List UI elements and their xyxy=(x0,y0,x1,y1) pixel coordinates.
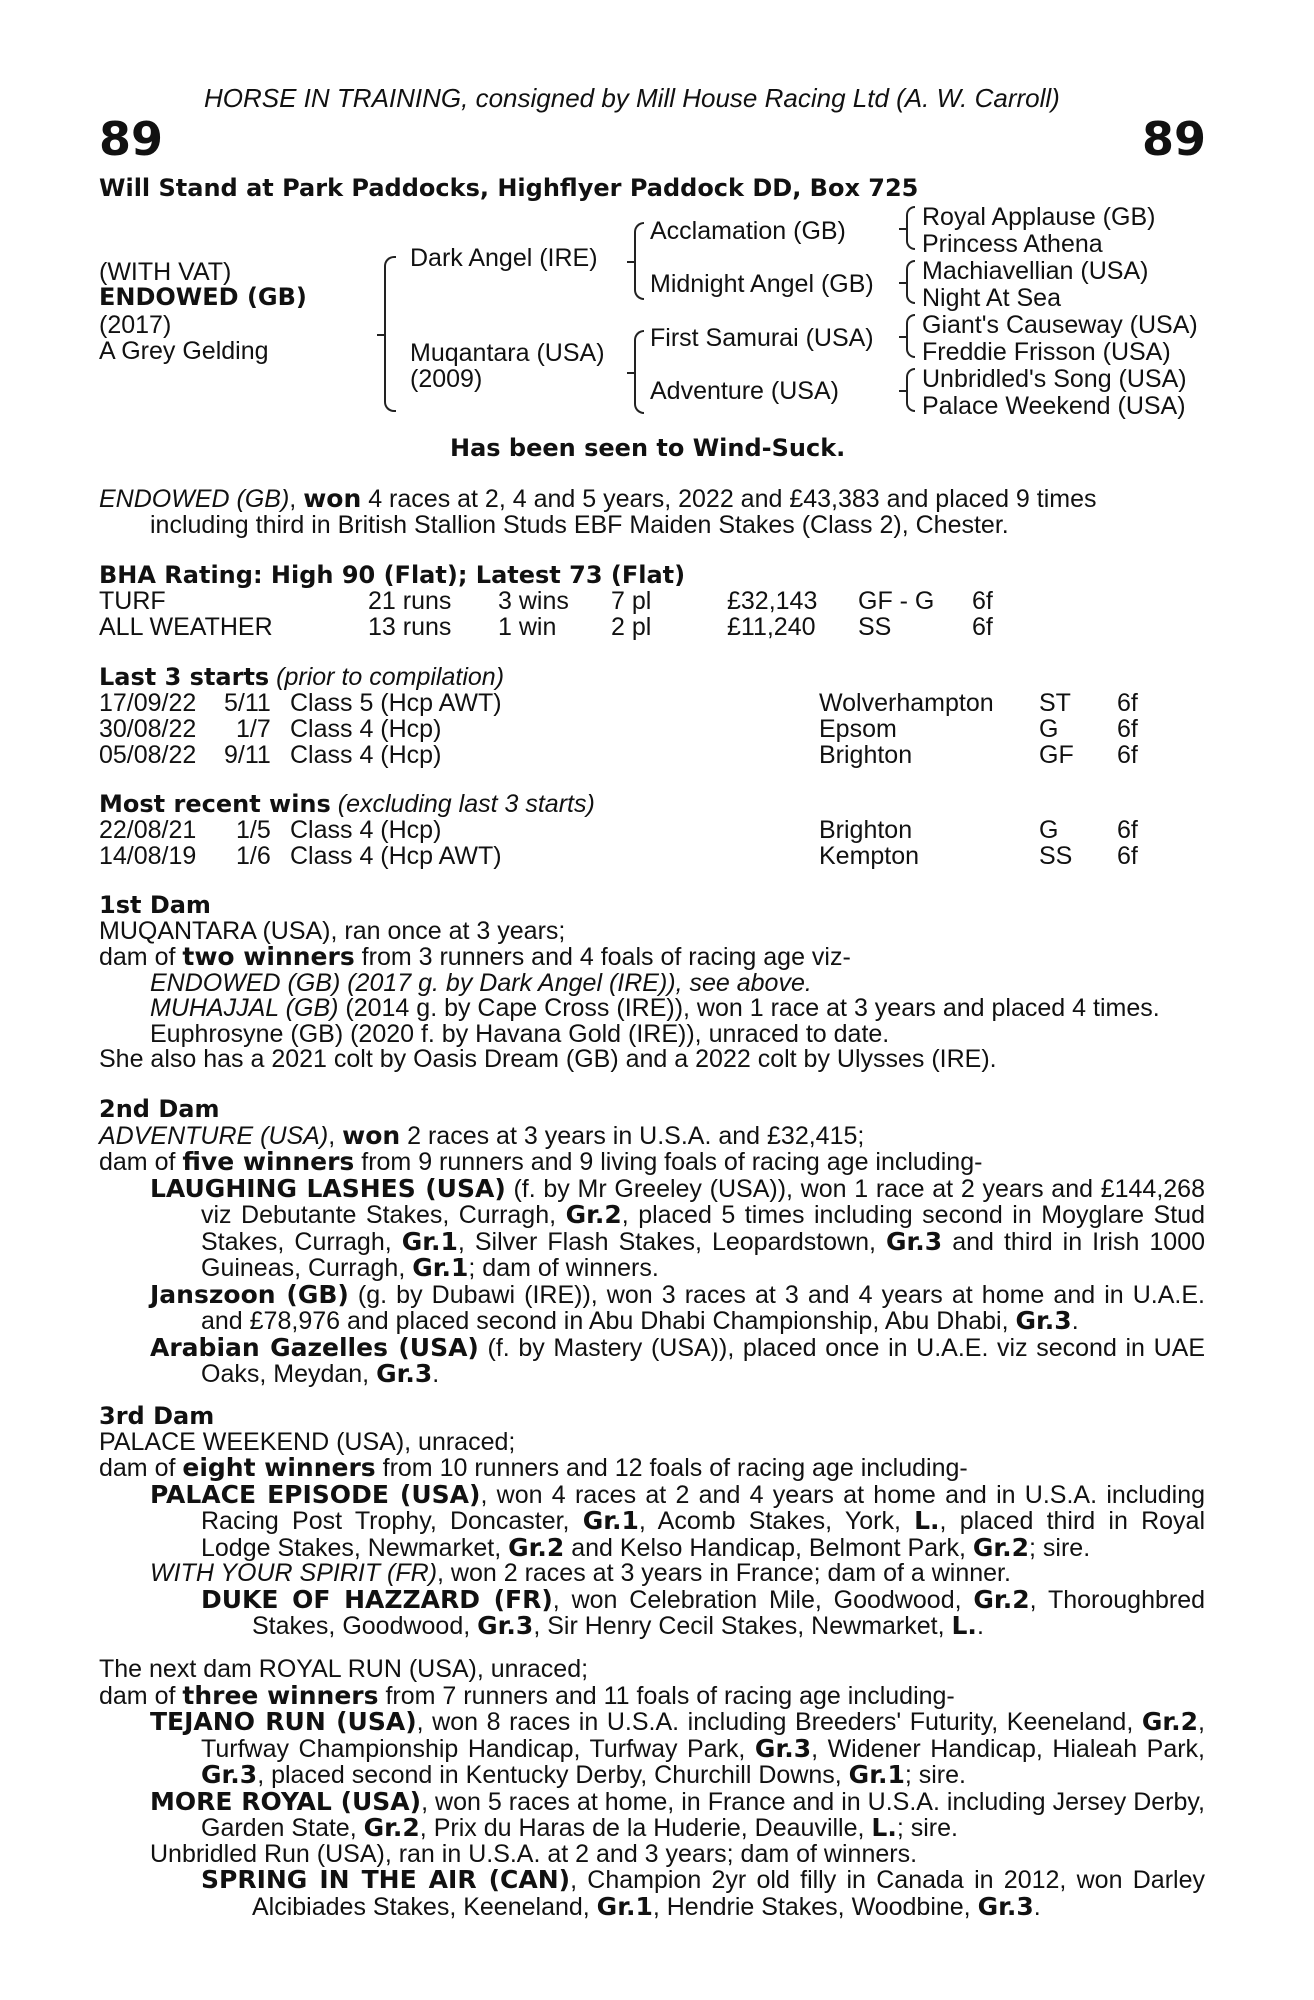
start-race: Class 4 (Hcp) xyxy=(290,741,442,769)
horse-name: ENDOWED (GB) xyxy=(99,283,307,311)
pedigree-ggs-2: Princess Athena xyxy=(922,230,1103,258)
second-dam-title: 2nd Dam xyxy=(99,1095,220,1123)
rating-placed: 7 pl xyxy=(611,587,652,615)
first-dam-section xyxy=(99,893,1205,1073)
third-dam-section xyxy=(99,1404,1205,1640)
pedigree-sire: Dark Angel (IRE) xyxy=(410,244,598,272)
start-date: 30/08/22 xyxy=(99,715,197,743)
horse-description: A Grey Gelding xyxy=(99,337,269,365)
first-dam-produce-line: dam of two winners from 3 runners and 4 foals of racing age viz- xyxy=(99,942,851,971)
rating-row-turf xyxy=(99,589,1209,615)
second-dam-produce-line: dam of five winners from 9 runners and 9 living foals of racing age including- xyxy=(99,1147,983,1176)
third-dam-offspring-1: PALACE EPISODE (USA), won 4 races at 2 and 4 years at home and in U.S.A. including Racing Post Trophy, Doncaster, Gr.1, Acomb Stakes, York, L., placed third in Royal Lodge Stakes, Newmarket, Gr.2 and Kelso Handicap, Belmont Park, Gr.2; sire. xyxy=(150,1479,1206,1562)
first-dam-offspring-2: MUHAJJAL (GB) (2014 g. by Cape Cross (IRE)), won 1 race at 3 years and placed 4 times. xyxy=(150,994,1160,1022)
last3-heading xyxy=(99,665,504,691)
pedigree-gs4: Adventure (USA) xyxy=(650,377,839,405)
rating-runs: 13 runs xyxy=(368,613,452,641)
pedigree-ggs-8: Palace Weekend (USA) xyxy=(922,392,1186,420)
summary-text: 4 races at 2, 4 and 5 years, 2022 and £43,383 and placed 9 times xyxy=(361,485,1097,513)
start-position: 1/7 xyxy=(236,715,271,743)
start-distance: 6f xyxy=(1117,741,1138,769)
pedigree-brace-ggs2 xyxy=(906,260,915,304)
rating-going: SS xyxy=(858,613,892,641)
rating-placed: 2 pl xyxy=(611,613,652,641)
last3-title: Last 3 starts xyxy=(99,663,270,691)
second-dam-offspring-2: Janszoon (GB) (g. by Dubawi (IRE)), won 3 races at 3 and 4 years at home and in U.A.E. and £78,976 and placed second in Abu Dhabi Championship, Abu Dhabi, Gr.3. xyxy=(150,1279,1205,1335)
rating-money: £32,143 xyxy=(727,587,818,615)
second-dam-offspring-1: LAUGHING LASHES (USA) (f. by Mr Greeley (USA)), won 1 race at 2 years and £144,268 viz Debutante Stakes, Curragh, Gr.2, placed 5 times including second in Moyglare Stud Stakes, Curragh, Gr.1, Silver Flash Stakes, Leopardstown, Gr.3 and third in Irish 1000 Guineas, Curragh, Gr.1; dam of winners. xyxy=(150,1173,1205,1282)
win-row xyxy=(99,844,1209,870)
next-dam-grand-offspring: SPRING IN THE AIR (CAN), Champion 2yr old filly in Canada in 2012, won Darley Alcibiades Stakes, Keeneland, Gr.1, Hendrie Stakes, Woodbine, Gr.3. xyxy=(201,1865,1205,1921)
start-going: ST xyxy=(1039,689,1071,717)
win-row xyxy=(99,818,1209,844)
start-course: Epsom xyxy=(819,715,897,743)
pedigree-ggs-7: Unbridled's Song (USA) xyxy=(922,365,1187,393)
wind-suck-note: Has been seen to Wind-Suck. xyxy=(450,434,846,462)
start-race: Class 5 (Hcp AWT) xyxy=(290,689,502,717)
last3-subtitle: (prior to compilation) xyxy=(276,663,505,691)
win-date: 14/08/19 xyxy=(99,842,197,870)
first-dam-note: She also has a 2021 colt by Oasis Dream (GB) and a 2022 colt by Ulysses (IRE). xyxy=(99,1045,997,1073)
third-dam-line: PALACE WEEKEND (USA), unraced; xyxy=(99,1427,516,1456)
race-summary: ENDOWED (GB), won 4 races at 2, 4 and 5 years, 2022 and £43,383 and placed 9 times including third in British Stallion Studs EBF Maiden Stakes (Class 2), Chester. xyxy=(99,486,1205,538)
pedigree-brace-main xyxy=(384,256,396,412)
pedigree-brace-ggs4 xyxy=(906,368,915,412)
start-date: 05/08/22 xyxy=(99,741,197,769)
start-distance: 6f xyxy=(1117,715,1138,743)
pedigree-brace-dam xyxy=(634,330,644,414)
next-dam-offspring-1: TEJANO RUN (USA), won 8 races in U.S.A. including Breeders' Futurity, Keeneland, Gr.2, Turfway Championship Handicap, Turfway Park, Gr.3, Widener Handicap, Hialeah Park, Gr.3, placed second in Kentucky Derby, Churchill Downs, Gr.1; sire. xyxy=(150,1707,1205,1789)
start-course: Brighton xyxy=(819,741,913,769)
rating-surface: ALL WEATHER xyxy=(99,613,273,641)
second-dam-offspring-3: Arabian Gazelles (USA) (f. by Mastery (USA)), placed once in U.A.E. viz second in UAE Oaks, Meydan, Gr.3. xyxy=(150,1332,1206,1388)
pedigree-brace-ggs1 xyxy=(906,206,915,250)
recent-heading xyxy=(99,792,595,818)
rating-wins: 3 wins xyxy=(498,587,569,615)
first-dam-title: 1st Dam xyxy=(99,891,211,919)
pedigree-ggs-3: Machiavellian (USA) xyxy=(922,257,1149,285)
first-dam-line: MUQANTARA (USA), ran once at 3 years; xyxy=(99,916,566,945)
summary-horse-name: ENDOWED (GB) xyxy=(99,485,290,513)
start-going: G xyxy=(1039,715,1059,743)
next-dam-produce-line: dam of three winners from 7 runners and 11 foals of racing age including- xyxy=(99,1680,955,1710)
rating-distance: 6f xyxy=(972,587,993,615)
pedigree-brace-sire xyxy=(634,222,644,300)
win-race: Class 4 (Hcp AWT) xyxy=(290,842,502,870)
lot-number-right: 89 xyxy=(1141,112,1206,166)
rating-distance: 6f xyxy=(972,613,993,641)
third-dam-offspring-2: WITH YOUR SPIRIT (FR), won 2 races at 3 years in France; dam of a winner. xyxy=(150,1559,1011,1587)
second-dam-section xyxy=(99,1097,1205,1388)
win-position: 1/5 xyxy=(236,816,271,844)
win-going: G xyxy=(1039,816,1059,844)
next-dam-offspring-3: Unbridled Run (USA), ran in U.S.A. at 2 and 3 years; dam of winners. xyxy=(150,1839,918,1868)
rating-surface: TURF xyxy=(99,587,166,615)
pedigree-ggs-4: Night At Sea xyxy=(922,284,1061,312)
lot-number-left: 89 xyxy=(99,112,164,166)
rating-wins: 1 win xyxy=(498,613,557,641)
consignor-line: HORSE IN TRAINING, consigned by Mill House Racing Ltd (A. W. Carroll) xyxy=(204,83,1060,113)
vat-status: (WITH VAT) xyxy=(99,258,232,286)
pedigree-gs1: Acclamation (GB) xyxy=(650,217,846,245)
start-row xyxy=(99,717,1209,743)
first-dam-offspring-1: ENDOWED (GB) (2017 g. by Dark Angel (IRE)), see above. xyxy=(150,968,812,997)
next-dam-offspring-2: MORE ROYAL (USA), won 5 races at home, in France and in U.S.A. including Jersey Derby, Garden State, Gr.2, Prix du Haras de la Huderie, Deauville, L.; sire. xyxy=(150,1786,1205,1842)
start-going: GF xyxy=(1039,741,1074,769)
pedigree-ggs-1: Royal Applause (GB) xyxy=(922,203,1156,231)
start-race: Class 4 (Hcp) xyxy=(290,715,442,743)
rating-row-all-weather xyxy=(99,615,1209,641)
summary-text-2: including third in British Stallion Studs EBF Maiden Stakes (Class 2), Chester. xyxy=(150,510,1009,539)
pedigree-brace-ggs3 xyxy=(906,314,915,358)
first-dam-offspring-3: Euphrosyne (GB) (2020 f. by Havana Gold (IRE)), unraced to date. xyxy=(150,1019,890,1048)
bha-rating-title: BHA Rating: High 90 (Flat); Latest 73 (Flat) xyxy=(99,561,686,589)
pedigree-gs2: Midnight Angel (GB) xyxy=(650,270,874,298)
rating-runs: 21 runs xyxy=(368,587,452,615)
pedigree-dam: Muqantara (USA) xyxy=(410,339,605,367)
start-date: 17/09/22 xyxy=(99,689,197,717)
start-position: 5/11 xyxy=(224,689,271,717)
win-going: SS xyxy=(1039,842,1073,870)
next-dam-section xyxy=(99,1657,1205,1920)
start-row xyxy=(99,743,1209,769)
rating-going: GF - G xyxy=(858,587,935,615)
second-dam-line: ADVENTURE (USA), won 2 races at 3 years in U.S.A. and £32,415; xyxy=(99,1120,865,1150)
third-dam-produce-line: dam of eight winners from 10 runners and 12 foals of racing age including- xyxy=(99,1453,968,1482)
start-row xyxy=(99,691,1209,717)
recent-title: Most recent wins xyxy=(99,790,331,818)
win-distance: 6f xyxy=(1117,816,1138,844)
start-course: Wolverhampton xyxy=(819,689,994,717)
third-dam-grand-offspring: DUKE OF HAZZARD (FR), won Celebration Mile, Goodwood, Gr.2, Thoroughbred Stakes, Goodwood, Gr.3, Sir Henry Cecil Stakes, Newmarket, L.. xyxy=(201,1584,1206,1640)
start-distance: 6f xyxy=(1117,689,1138,717)
pedigree-gs3: First Samurai (USA) xyxy=(650,324,874,352)
stand-location: Will Stand at Park Paddocks, Highflyer Paddock DD, Box 725 xyxy=(99,174,919,202)
summary-won: won xyxy=(303,484,362,513)
win-date: 22/08/21 xyxy=(99,816,197,844)
win-race: Class 4 (Hcp) xyxy=(290,816,442,844)
recent-subtitle: (excluding last 3 starts) xyxy=(337,790,595,818)
rating-money: £11,240 xyxy=(727,613,816,641)
pedigree-ggs-5: Giant's Causeway (USA) xyxy=(922,311,1198,339)
win-course: Kempton xyxy=(819,842,920,870)
horse-year: (2017) xyxy=(99,311,172,339)
win-distance: 6f xyxy=(1117,842,1138,870)
next-dam-line: The next dam ROYAL RUN (USA), unraced; xyxy=(99,1655,589,1683)
pedigree-ggs-6: Freddie Frisson (USA) xyxy=(922,338,1171,366)
start-position: 9/11 xyxy=(224,741,271,769)
pedigree-dam-year: (2009) xyxy=(410,365,483,393)
win-course: Brighton xyxy=(819,816,913,844)
win-position: 1/6 xyxy=(236,842,271,870)
third-dam-title: 3rd Dam xyxy=(99,1402,215,1430)
